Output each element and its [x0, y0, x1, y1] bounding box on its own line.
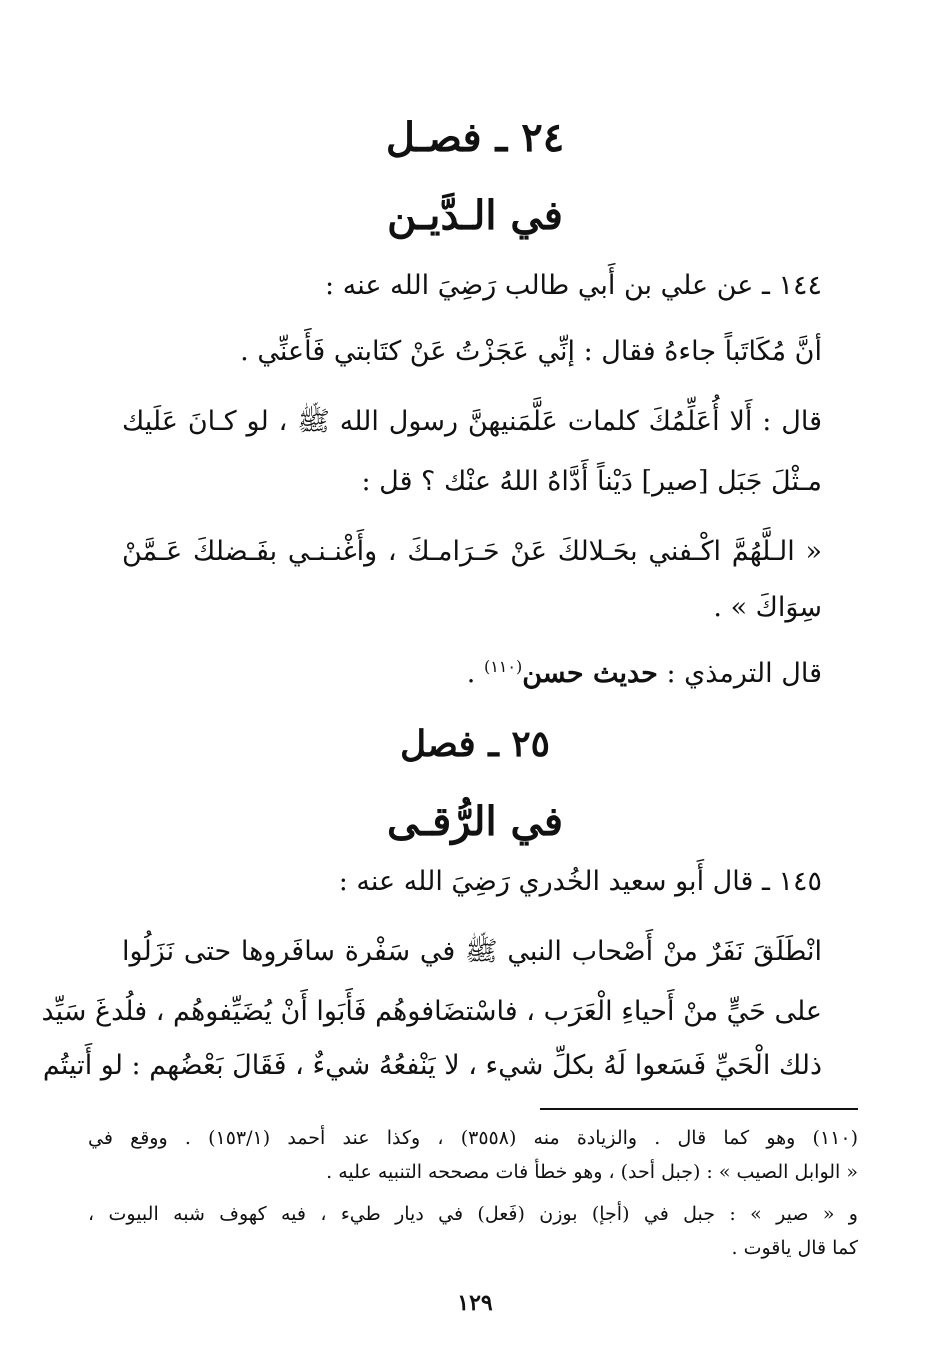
footnote-110-line-4: كما قال ياقوت .: [731, 1237, 858, 1259]
hadith-144-line-5: سِوَاكَ » .: [713, 592, 822, 623]
section-24-title: في الـدَّيـن: [387, 192, 563, 239]
grading-prefix: قال الترمذي :: [657, 658, 822, 689]
hadith-145-line-2: على حَيٍّ منْ أَحياءِ الْعَرَب ، فاسْتضَافوهُم فَأَبَوا أَنْ يُضَيِّفوهُم ، فلُدغَ سَيِّد: [41, 996, 822, 1027]
hadith-145-line-1: انْطَلَقَ نَفَرٌ منْ أَصْحاب النبي ﷺ في سَفْرة سافَروها حتى نَزَلُوا: [122, 936, 822, 967]
hadith-144-line-3: مـثْلَ جَبَل [صير] دَيْناً أَدَّاهُ اللهُ عنْك ؟ قل :: [361, 466, 822, 497]
hadith-145-line-3: ذلك الْحَيِّ فَسَعوا لَهُ بكلِّ شيء ، لا يَنْفعُهُ شيءٌ ، فَقَالَ بَعْضُهم : لو أَتيتُم: [42, 1050, 822, 1081]
hadith-144-line-1: أنَّ مُكَاتَباً جاءهُ فقال : إنِّي عَجَزْتُ عَنْ كتَابتي فَأَعنِّي .: [240, 336, 822, 367]
hadith-144-intro: ١٤٤ ـ عن علي بن أَبي طالب رَضِيَ الله عنه :: [325, 270, 822, 301]
footnote-ref-110[interactable]: (١١٠): [483, 657, 523, 676]
section-25-heading: ٢٥ ـ فصل: [400, 723, 550, 765]
footnote-110-line-1: (١١٠) وهو كما قال . والزيادة منه (٣٥٥٨) ، وكذا عند أحمد (١٥٣/١) . ووقع في: [88, 1127, 858, 1149]
hadith-145-intro: ١٤٥ ـ قال أَبو سعيد الخُدري رَضِيَ الله عنه :: [338, 866, 822, 897]
footnote-separator: [540, 1108, 858, 1110]
page-number: ١٢٩: [457, 1290, 493, 1316]
hadith-144-line-2: قال : أَلا أُعَلِّمُكَ كلمات عَلَّمَنيهنَّ رسول الله ﷺ ، لو كـانَ عَلَيك: [122, 406, 822, 437]
section-24-heading: ٢٤ ـ فصـل: [385, 114, 565, 161]
footnote-110-line-3: و « صير » : جبل في (أجإ) بوزن (فَعل) في ديار طيء ، فيه كهوف شبه البيوت ،: [88, 1203, 858, 1225]
section-25-title: في الرُّقـى: [387, 798, 563, 845]
grading-end: .: [466, 658, 484, 689]
hadith-144-line-4: « الـلَّهُمَّ اكْـفني بحَـلالكَ عَنْ حَـرَامـكَ ، وأَغْنـنـي بفَـضلكَ عَـمَّنْ: [122, 536, 822, 567]
grading-text: حديث حسن: [522, 658, 658, 689]
footnote-110-line-2: « الوابل الصيب » : (جبل أحد) ، وهو خطأ فات مصححه التنبيه عليه .: [326, 1161, 858, 1183]
hadith-144-grading: [122, 652, 822, 696]
